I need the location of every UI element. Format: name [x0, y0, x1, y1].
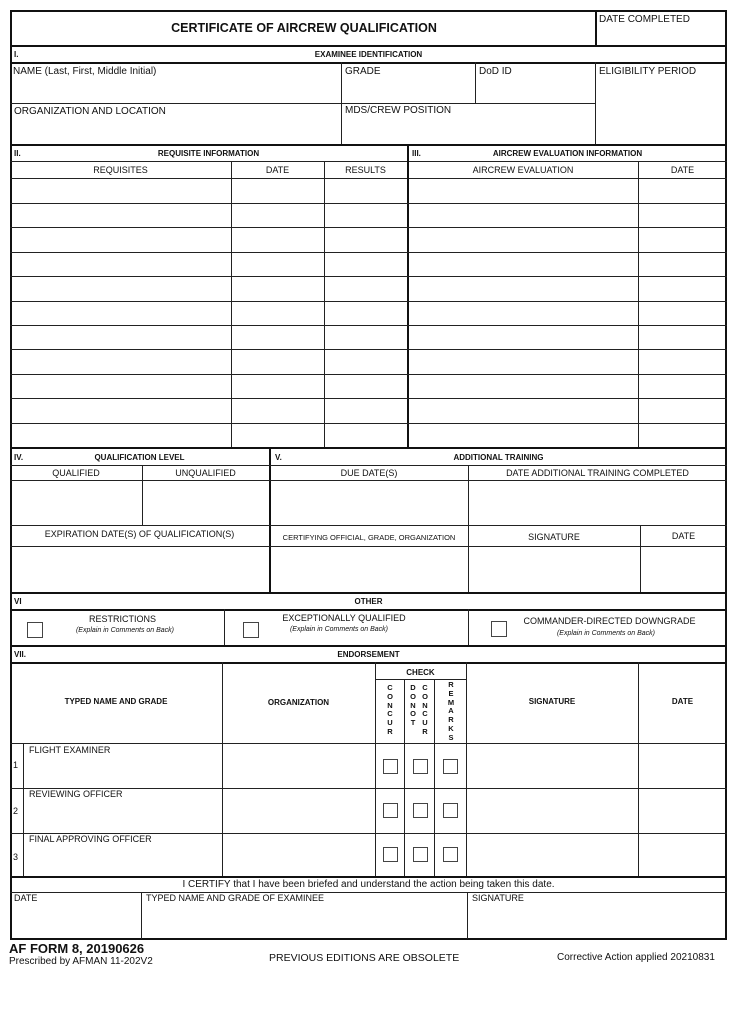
- row-number: 3: [13, 852, 19, 862]
- col-header-check: CHECK: [406, 668, 435, 677]
- do-not-concur-checkbox[interactable]: [413, 759, 428, 774]
- date-training-completed-field[interactable]: [469, 481, 726, 525]
- section-title: ENDORSEMENT: [337, 650, 400, 659]
- due-dates-field[interactable]: [271, 481, 467, 525]
- exceptionally-qualified-checkbox[interactable]: [243, 622, 259, 638]
- restrictions-label: RESTRICTIONS: [88, 614, 156, 624]
- date-training-completed-label: DATE ADDITIONAL TRAINING COMPLETED: [506, 468, 689, 478]
- section-title: OTHER: [354, 597, 383, 606]
- unqualified-label: UNQUALIFIED: [175, 468, 236, 478]
- expiration-dates-label: EXPIRATION DATE(S) OF QUALIFICATION(S): [44, 529, 235, 539]
- section-title: QUALIFICATION LEVEL: [94, 453, 185, 462]
- section-number: IV.: [14, 453, 24, 462]
- mds-crew-position-field[interactable]: MDS/CREW POSITION: [345, 105, 452, 116]
- do-not-concur-checkbox[interactable]: [413, 803, 428, 818]
- section-number: V.: [275, 453, 282, 462]
- restrictions-note: (Explain in Comments on Back): [75, 627, 175, 634]
- grade-field[interactable]: GRADE: [345, 66, 381, 77]
- commander-downgrade-checkbox[interactable]: [491, 621, 507, 637]
- certify-statement: I CERTIFY that I have been briefed and understand the action being taken this date.: [182, 879, 555, 890]
- qualified-field[interactable]: [11, 481, 141, 525]
- organization-field[interactable]: ORGANIZATION AND LOCATION: [14, 106, 166, 117]
- col-header-aircrew-evaluation: AIRCREW EVALUATION: [472, 165, 574, 175]
- examinee-signature-field[interactable]: SIGNATURE: [472, 893, 524, 903]
- flight-examiner-label[interactable]: FLIGHT EXAMINER: [29, 745, 111, 755]
- section-title: AIRCREW EVALUATION INFORMATION: [492, 149, 643, 158]
- row-number: 1: [13, 760, 19, 770]
- training-date-field[interactable]: [641, 547, 726, 591]
- exceptionally-qualified-label: EXCEPTIONALLY QUALIFIED: [282, 613, 406, 623]
- col-header-results: RESULTS: [345, 165, 386, 175]
- prescribed-by: Prescribed by AFMAN 11-202V2: [9, 956, 153, 967]
- form-title: CERTIFICATE OF AIRCREW QUALIFICATION: [171, 21, 437, 35]
- commander-downgrade-label: COMMANDER-DIRECTED DOWNGRADE: [523, 616, 696, 626]
- certifying-official-field[interactable]: [271, 547, 467, 591]
- col-header-requisites: REQUISITES: [93, 165, 148, 175]
- col-header-organization: ORGANIZATION: [267, 698, 330, 707]
- unqualified-field[interactable]: [143, 481, 268, 525]
- remarks-checkbox[interactable]: [443, 803, 458, 818]
- section-number: III.: [412, 149, 421, 158]
- section-number: VII.: [14, 650, 27, 659]
- col-header-date: DATE: [265, 165, 290, 175]
- do-not-concur-checkbox[interactable]: [413, 847, 428, 862]
- certifying-official-label: CERTIFYING OFFICIAL, GRADE, ORGANIZATION: [282, 533, 456, 542]
- exceptionally-qualified-note: (Explain in Comments on Back): [289, 626, 389, 633]
- col-header-do-not: D O N O T: [410, 683, 416, 728]
- due-dates-label: DUE DATE(S): [340, 468, 398, 478]
- col-header-remarks: R E M A R K S: [447, 680, 455, 742]
- reviewing-officer-label[interactable]: REVIEWING OFFICER: [29, 789, 123, 799]
- col-header-eval-date: DATE: [670, 165, 695, 175]
- col-header-typed-name: TYPED NAME AND GRADE: [64, 697, 168, 706]
- date-completed-field[interactable]: DATE COMPLETED: [599, 14, 690, 25]
- remarks-checkbox[interactable]: [443, 847, 458, 862]
- section-number: II.: [14, 149, 21, 158]
- corrective-action: Corrective Action applied 20210831: [557, 952, 715, 963]
- section-title: ADDITIONAL TRAINING: [453, 453, 544, 462]
- training-signature-field[interactable]: [469, 547, 639, 591]
- concur-checkbox[interactable]: [383, 847, 398, 862]
- section-title: REQUISITE INFORMATION: [157, 149, 260, 158]
- name-field[interactable]: NAME (Last, First, Middle Initial): [13, 66, 157, 77]
- final-approving-officer-label[interactable]: FINAL APPROVING OFFICER: [29, 834, 152, 844]
- col-header-concur-2: C O N C U R: [422, 683, 428, 736]
- date-label: DATE: [671, 531, 696, 541]
- eligibility-period-field[interactable]: ELIGIBILITY PERIOD: [599, 66, 697, 77]
- form-number: AF FORM 8, 20190626: [9, 941, 145, 956]
- section-number: I.: [14, 50, 19, 59]
- remarks-checkbox[interactable]: [443, 759, 458, 774]
- section-title: EXAMINEE IDENTIFICATION: [314, 50, 423, 59]
- section-number: VI: [14, 597, 22, 606]
- examinee-date-field[interactable]: DATE: [14, 893, 38, 903]
- dod-id-field[interactable]: DoD ID: [479, 66, 512, 77]
- concur-checkbox[interactable]: [383, 759, 398, 774]
- expiration-dates-field[interactable]: [11, 547, 268, 591]
- col-header-signature: SIGNATURE: [528, 697, 576, 706]
- commander-downgrade-note: (Explain in Comments on Back): [556, 630, 656, 637]
- concur-checkbox[interactable]: [383, 803, 398, 818]
- restrictions-checkbox[interactable]: [27, 622, 43, 638]
- qualified-label: QUALIFIED: [52, 468, 100, 478]
- examinee-typed-name-field[interactable]: TYPED NAME AND GRADE OF EXAMINEE: [146, 893, 325, 903]
- obsolete-notice: PREVIOUS EDITIONS ARE OBSOLETE: [269, 952, 460, 964]
- signature-label: SIGNATURE: [528, 532, 580, 542]
- row-number: 2: [13, 806, 19, 816]
- col-header-concur: C O N C U R: [387, 683, 393, 736]
- col-header-endorsement-date: DATE: [671, 697, 694, 706]
